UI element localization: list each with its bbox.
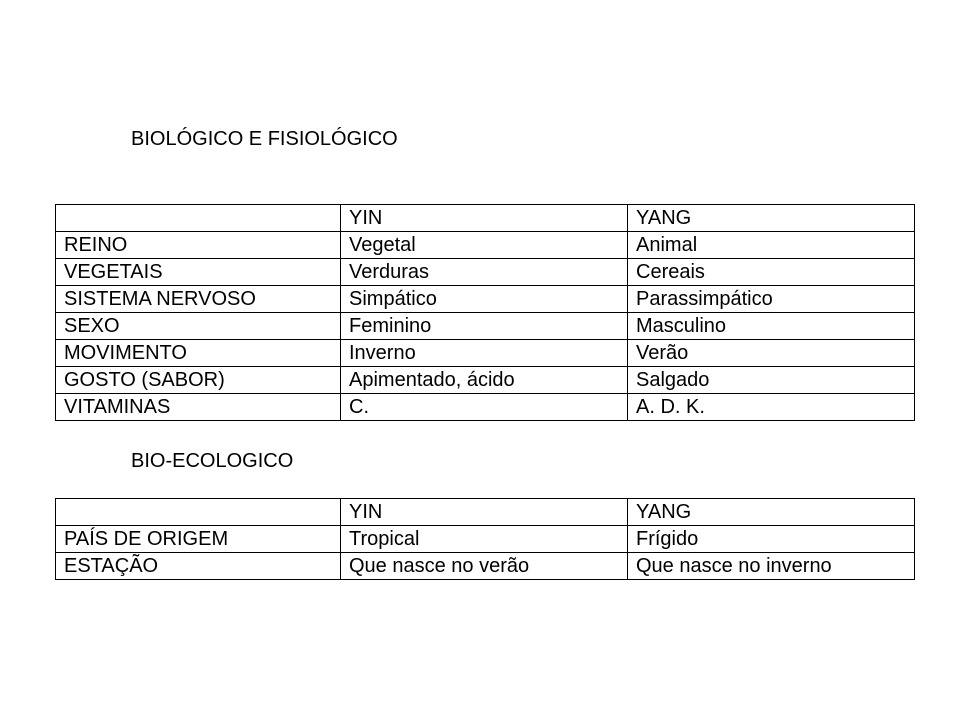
row-label: SISTEMA NERVOSO bbox=[56, 286, 341, 313]
section-title-biologico: BIOLÓGICO E FISIOLÓGICO bbox=[131, 128, 398, 150]
yang-cell: Parassimpático bbox=[628, 286, 915, 313]
header-cell-empty bbox=[56, 499, 341, 526]
header-cell-yin: YIN bbox=[341, 499, 628, 526]
table-row bbox=[56, 367, 915, 394]
yang-cell: Que nasce no inverno bbox=[628, 553, 915, 580]
table-row bbox=[56, 526, 915, 553]
header-cell-yin: YIN bbox=[341, 205, 628, 232]
row-label: MOVIMENTO bbox=[56, 340, 341, 367]
yin-cell: Feminino bbox=[341, 313, 628, 340]
table-row bbox=[56, 313, 915, 340]
header-cell-yang: YANG bbox=[628, 499, 915, 526]
row-label: REINO bbox=[56, 232, 341, 259]
yang-cell: Salgado bbox=[628, 367, 915, 394]
table-row bbox=[56, 286, 915, 313]
yin-cell: Inverno bbox=[341, 340, 628, 367]
yang-cell: Verão bbox=[628, 340, 915, 367]
header-cell-empty bbox=[56, 205, 341, 232]
table-row bbox=[56, 340, 915, 367]
yin-cell: C. bbox=[341, 394, 628, 421]
yang-cell: Cereais bbox=[628, 259, 915, 286]
row-label: VITAMINAS bbox=[56, 394, 341, 421]
yin-cell: Vegetal bbox=[341, 232, 628, 259]
row-label: GOSTO (SABOR) bbox=[56, 367, 341, 394]
table-header-row bbox=[56, 499, 915, 526]
yang-cell: Frígido bbox=[628, 526, 915, 553]
table-row bbox=[56, 259, 915, 286]
yin-cell: Apimentado, ácido bbox=[341, 367, 628, 394]
yin-cell: Verduras bbox=[341, 259, 628, 286]
yin-cell: Que nasce no verão bbox=[341, 553, 628, 580]
yin-cell: Tropical bbox=[341, 526, 628, 553]
yin-cell: Simpático bbox=[341, 286, 628, 313]
table-row bbox=[56, 553, 915, 580]
yang-cell: Masculino bbox=[628, 313, 915, 340]
header-cell-yang: YANG bbox=[628, 205, 915, 232]
section-title-bio-ecologico: BIO-ECOLOGICO bbox=[131, 450, 294, 472]
yang-cell: Animal bbox=[628, 232, 915, 259]
table-row bbox=[56, 232, 915, 259]
row-label: PAÍS DE ORIGEM bbox=[56, 526, 341, 553]
yang-cell: A. D. K. bbox=[628, 394, 915, 421]
row-label: ESTAÇÃO bbox=[56, 553, 341, 580]
row-label: SEXO bbox=[56, 313, 341, 340]
table-biologico-fisiologico bbox=[55, 204, 915, 421]
table-bio-ecologico bbox=[55, 498, 915, 580]
table-header-row bbox=[56, 205, 915, 232]
row-label: VEGETAIS bbox=[56, 259, 341, 286]
table-row bbox=[56, 394, 915, 421]
